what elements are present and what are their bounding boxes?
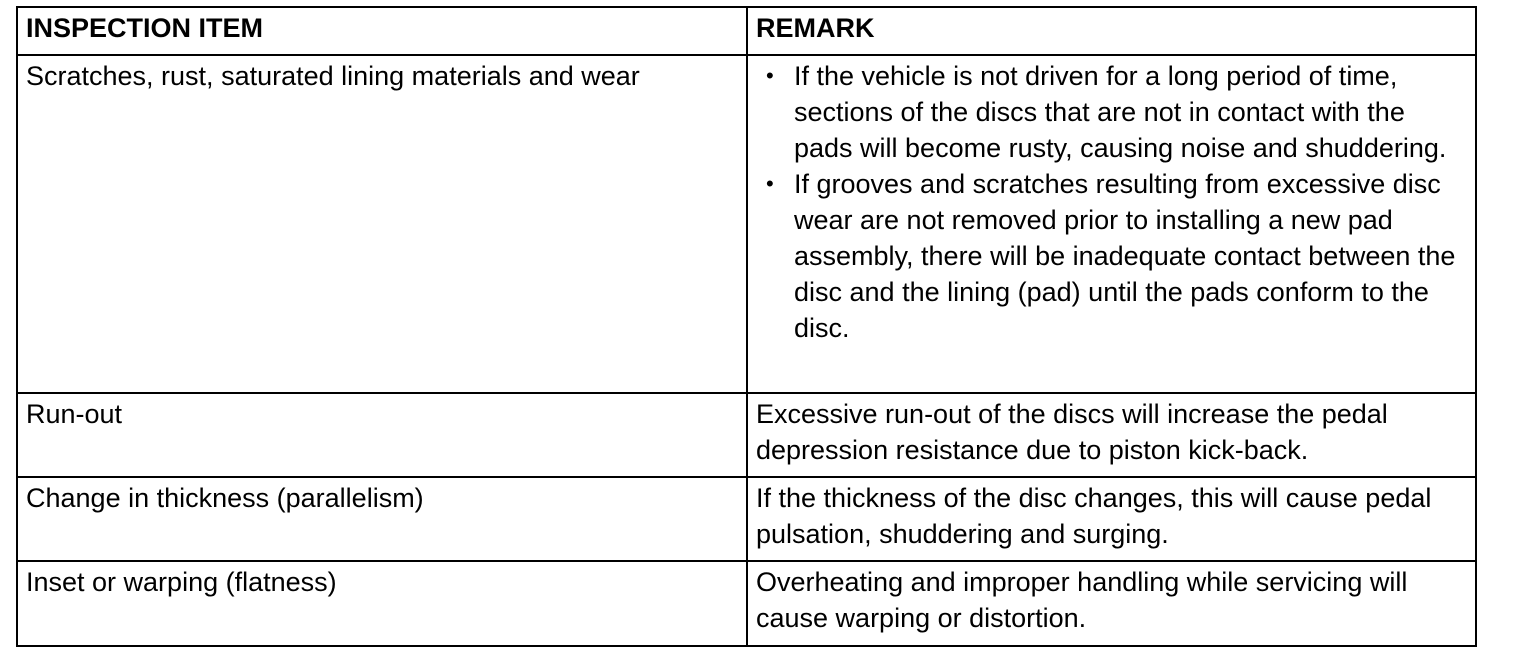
remark-cell — [747, 55, 1476, 393]
table-header-row — [17, 7, 1476, 55]
remark-bullet-item — [756, 58, 1469, 166]
bullet-icon: • — [766, 63, 774, 88]
table-row — [17, 561, 1476, 646]
inspection-table — [16, 6, 1477, 647]
table-row — [17, 477, 1476, 561]
table-row — [17, 55, 1476, 393]
remark-bullet-list — [756, 58, 1469, 346]
remark-bullet-text: If the vehicle is not driven for a long period of time, sections of the discs that are not in contact with the pads will become rusty, causing noise and shuddering. — [794, 61, 1447, 163]
bullet-icon: • — [766, 171, 774, 196]
remark-bullet-item — [756, 166, 1469, 346]
remark-cell: Excessive run-out of the discs will increase the pedal depression resistance due to piston kick-back. — [747, 393, 1476, 477]
remark-bullet-text: If grooves and scratches resulting from excessive disc wear are not removed prior to installing a new pad assembly, there will be inadequate contact between the disc and the lining (pad) until the pads conform to the disc. — [794, 169, 1456, 343]
header-inspection-item: INSPECTION ITEM — [17, 7, 747, 55]
inspection-item-cell: Change in thickness (parallelism) — [17, 477, 747, 561]
inspection-item-cell: Inset or warping (flatness) — [17, 561, 747, 646]
inspection-item-cell: Scratches, rust, saturated lining materials and wear — [17, 55, 747, 393]
remark-cell: If the thickness of the disc changes, this will cause pedal pulsation, shuddering and surging. — [747, 477, 1476, 561]
header-remark: REMARK — [747, 7, 1476, 55]
inspection-item-cell: Run-out — [17, 393, 747, 477]
table-row — [17, 393, 1476, 477]
remark-cell: Overheating and improper handling while servicing will cause warping or distortion. — [747, 561, 1476, 646]
